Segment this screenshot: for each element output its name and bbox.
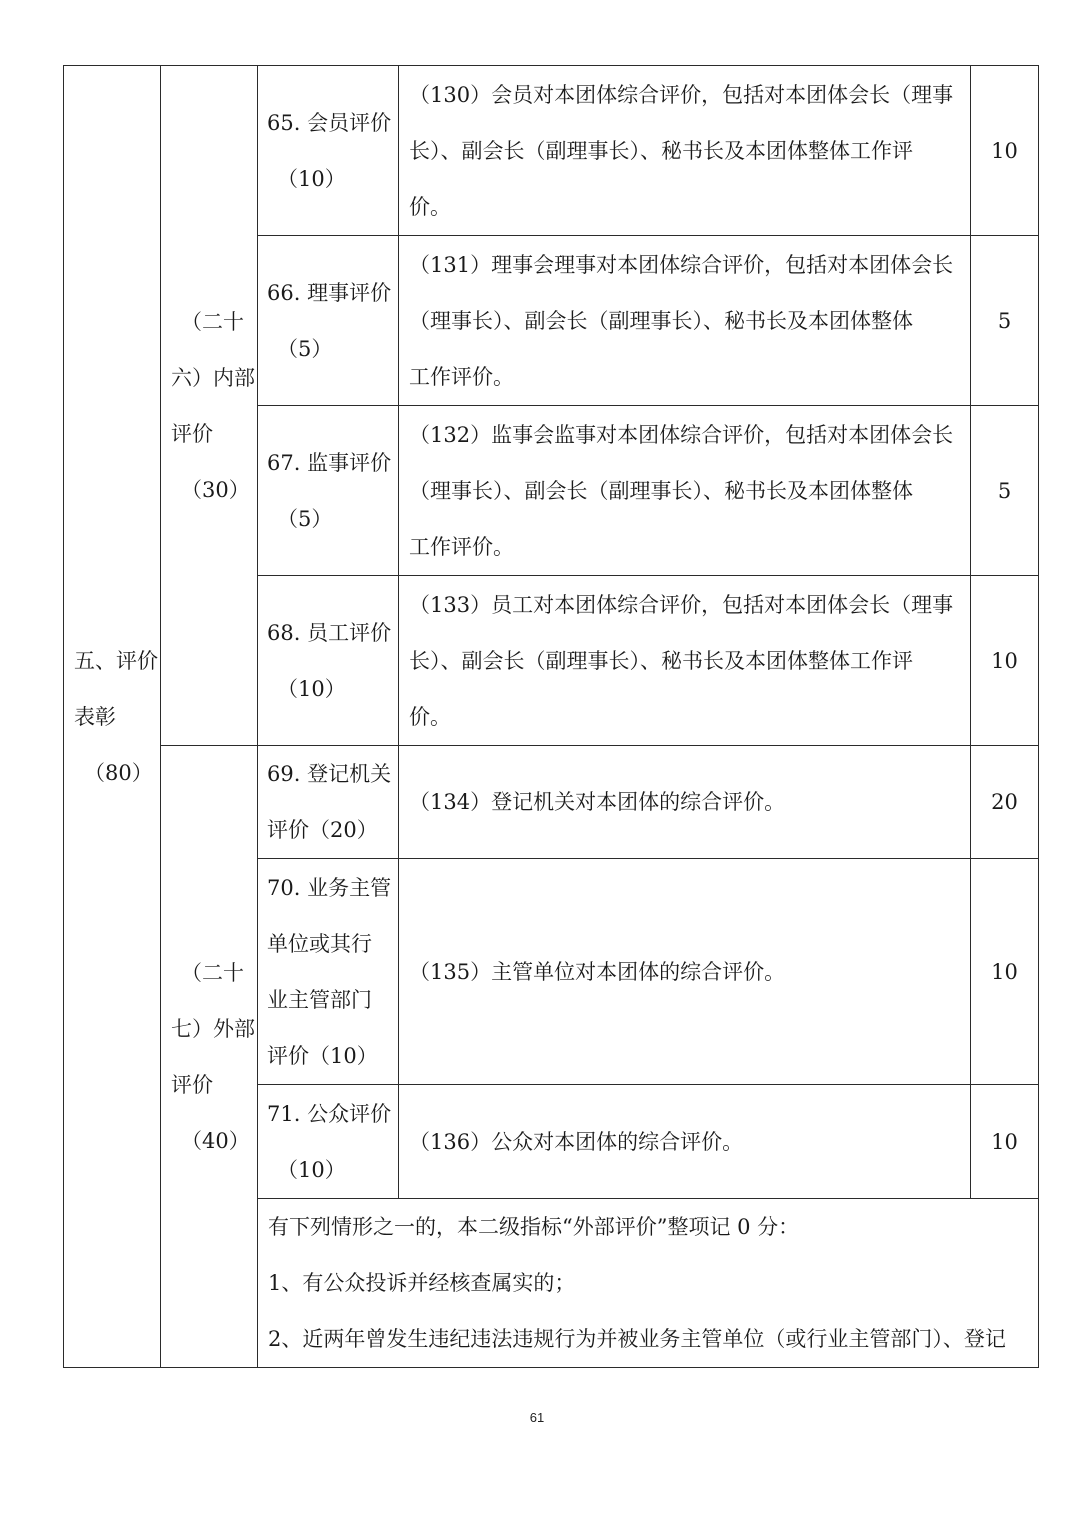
criteria-cell: （130）会员对本团体综合评价，包括对本团体会长（理事 长）、副会长（副理事长）、秘书长及本团体整体工作评 价。 (399, 66, 971, 236)
criteria-cell: （136）公众对本团体的综合评价。 (399, 1085, 971, 1199)
score-cell: 10 (971, 66, 1039, 236)
score-cell: 10 (971, 576, 1039, 746)
criteria-cell: （132）监事会监事对本团体综合评价，包括对本团体会长 （理事长）、副会长（副理事长）、秘书长及本团体整体 工作评价。 (399, 406, 971, 576)
note-cell (258, 1199, 1039, 1368)
score-cell: 5 (971, 406, 1039, 576)
indicator-cell: 68. 员工评价 （10） (258, 576, 399, 746)
criteria-cell: （135）主管单位对本团体的综合评价。 (399, 859, 971, 1085)
indicator-cell: 66. 理事评价 （5） (258, 236, 399, 406)
level2-category-internal: （二十 六）内部 评价 （30） (161, 66, 258, 746)
score-cell: 10 (971, 1085, 1039, 1199)
note-line: 有下列情形之一的，本二级指标“外部评价”整项记 0 分： (268, 1215, 800, 1239)
score-cell: 10 (971, 859, 1039, 1085)
evaluation-score-table (63, 65, 1039, 1368)
score-cell: 5 (971, 236, 1039, 406)
note-line: 1、有公众投诉并经核查属实的； (268, 1271, 576, 1295)
table-row (64, 746, 1039, 859)
indicator-cell: 70. 业务主管 单位或其行 业主管部门 评价（10） (258, 859, 399, 1085)
level2-category-external: （二十 七）外部 评价 （40） (161, 746, 258, 1368)
level1-category-cell: 五、评价 表彰 （80） (64, 66, 161, 1368)
score-cell: 20 (971, 746, 1039, 859)
indicator-cell: 71. 公众评价 （10） (258, 1085, 399, 1199)
page-number: 61 (529, 1410, 545, 1425)
criteria-cell: （134）登记机关对本团体的综合评价。 (399, 746, 971, 859)
indicator-cell: 67. 监事评价 （5） (258, 406, 399, 576)
indicator-cell: 69. 登记机关 评价（20） (258, 746, 399, 859)
table-row (64, 66, 1039, 236)
indicator-cell: 65. 会员评价 （10） (258, 66, 399, 236)
criteria-cell: （131）理事会理事对本团体综合评价，包括对本团体会长 （理事长）、副会长（副理事长）、秘书长及本团体整体 工作评价。 (399, 236, 971, 406)
criteria-cell: （133）员工对本团体综合评价，包括对本团体会长（理事 长）、副会长（副理事长）、秘书长及本团体整体工作评 价。 (399, 576, 971, 746)
note-line: 2、近两年曾发生违纪违法违规行为并被业务主管单位（或行业主管部门）、登记 (268, 1327, 1006, 1351)
